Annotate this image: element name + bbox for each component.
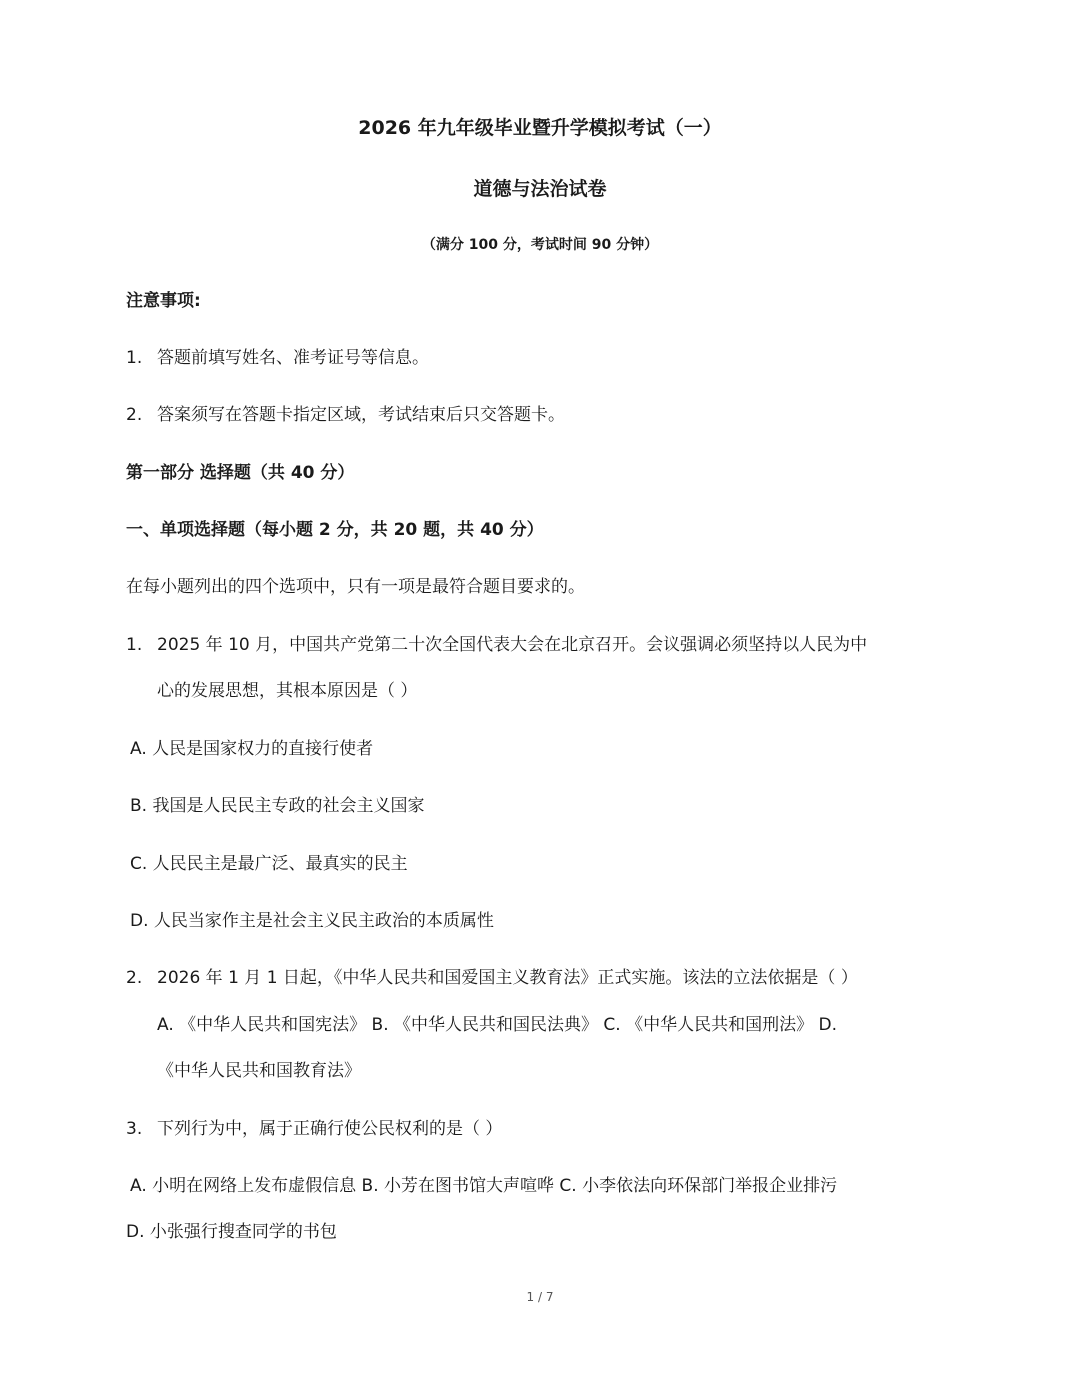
question-options-line: A. 小明在网络上发布虚假信息 B. 小芳在图书馆大声喧哗 C. 小李依法向环保部门举报企业排污: [130, 1176, 838, 1196]
question-number: 1.: [126, 635, 143, 655]
notice-item-text: 答题前填写姓名、准考证号等信息。: [157, 348, 429, 368]
question-3: [126, 1114, 502, 1139]
question-text-continued: 心的发展思想，其根本原因是（ ）: [157, 681, 418, 701]
subject-title: 道德与法治试卷: [473, 178, 607, 200]
part1-heading: 第一部分 选择题（共 40 分）: [126, 463, 355, 483]
option-c: C. 人民民主是最广泛、最真实的民主: [130, 854, 408, 874]
section-instruction: 在每小题列出的四个选项中，只有一项是最符合题目要求的。: [126, 577, 585, 597]
option-d: D. 人民当家作主是社会主义民主政治的本质属性: [130, 911, 494, 931]
question-text: 2025 年 10 月，中国共产党第二十次全国代表大会在北京召开。会议强调必须坚持以人民为中: [157, 635, 868, 655]
question-options-line: A. 《中华人民共和国宪法》 B. 《中华人民共和国民法典》 C. 《中华人民共和国刑法》 D.: [157, 1015, 837, 1035]
section-heading: 一、单项选择题（每小题 2 分，共 20 题，共 40 分）: [126, 520, 544, 540]
score-note: （满分 100 分，考试时间 90 分钟）: [421, 237, 659, 253]
question-number: 2.: [126, 968, 143, 988]
question-1: [126, 630, 867, 655]
notice-item: [126, 400, 565, 425]
exam-title: 2026 年九年级毕业暨升学模拟考试（一）: [358, 117, 722, 139]
notice-heading: 注意事项:: [126, 291, 201, 311]
notice-item: [126, 343, 429, 368]
question-2: [126, 963, 858, 988]
notice-item-number: 1.: [126, 348, 143, 368]
question-number: 3.: [126, 1119, 143, 1139]
question-text: 下列行为中，属于正确行使公民权利的是（ ）: [157, 1119, 503, 1139]
notice-item-text: 答案须写在答题卡指定区域，考试结束后只交答题卡。: [157, 405, 565, 425]
question-text: 2026 年 1 月 1 日起，《中华人民共和国爱国主义教育法》正式实施。该法的立法依据是（ ）: [157, 968, 858, 988]
question-options-line: 《中华人民共和国教育法》: [157, 1061, 361, 1081]
option-a: A. 人民是国家权力的直接行使者: [130, 739, 374, 759]
page-number: 1 / 7: [526, 1290, 554, 1304]
notice-item-number: 2.: [126, 405, 143, 425]
question-options-line: D. 小张强行搜查同学的书包: [126, 1222, 337, 1242]
option-b: B. 我国是人民民主专政的社会主义国家: [130, 796, 425, 816]
